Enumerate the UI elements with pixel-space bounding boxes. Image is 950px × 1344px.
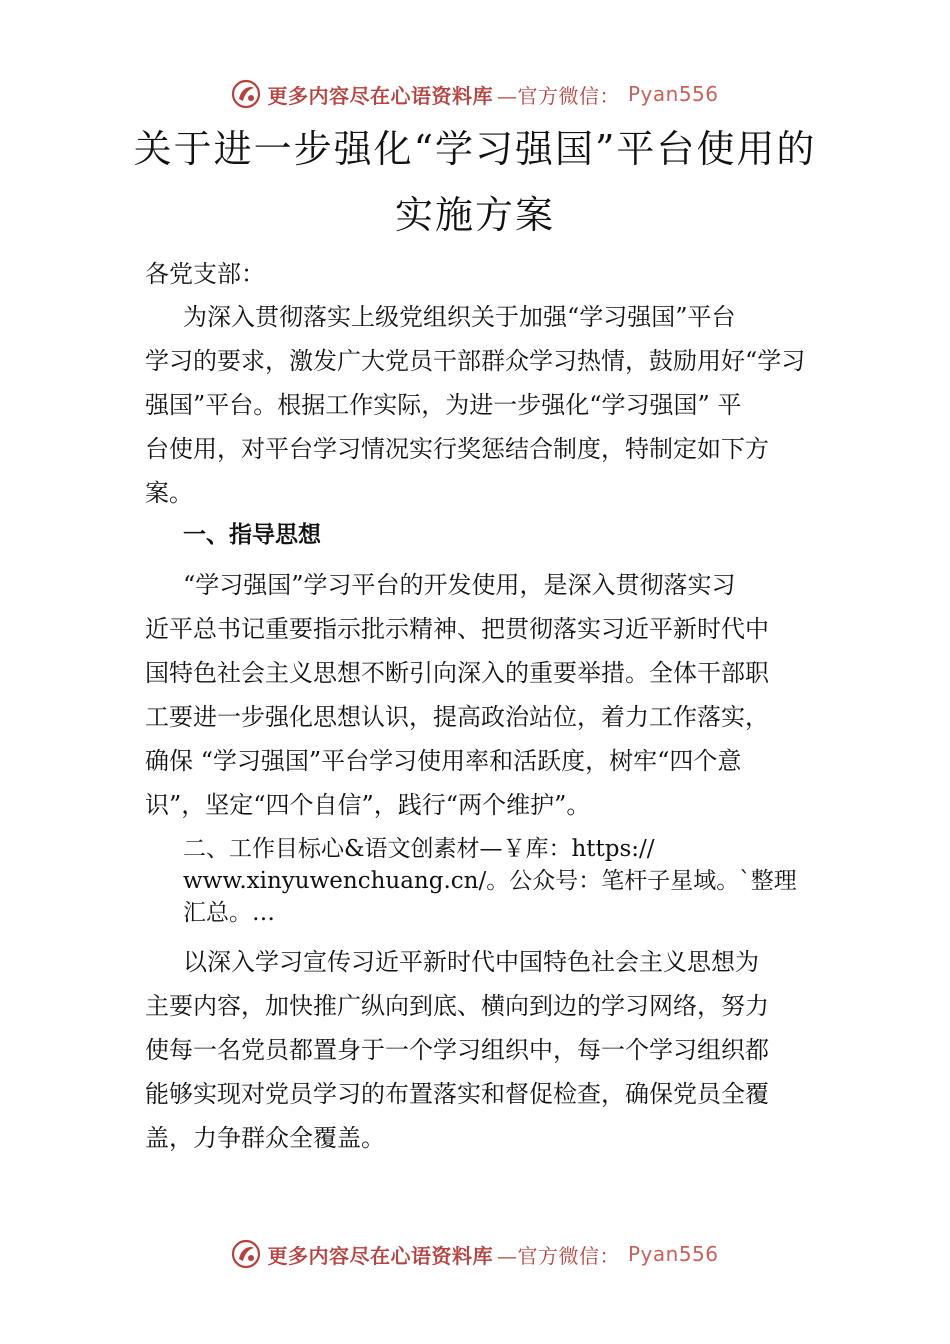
section2-line: 使每一名党员都置身于一个学习组织中，每一个学习组织都 xyxy=(145,1036,769,1064)
logo-icon xyxy=(231,79,261,109)
document-title-line-2: 实施方案 xyxy=(394,193,555,237)
section1-line: 工要进一步强化思想认识，提高政治站位，着力工作落实， xyxy=(145,703,769,731)
intro-line: 案。 xyxy=(145,479,193,507)
section1-line: 识”，坚定“四个自信”，践行“两个维护”。 xyxy=(145,791,591,819)
section2-line: 能够实现对党员学习的布置落实和督促检查，确保党员全覆 xyxy=(145,1080,769,1108)
intro-line: 台使用，对平台学习情况实行奖惩结合制度，特制定如下方 xyxy=(145,435,769,463)
watermark-text: 更多内容尽在心语资料库 xyxy=(267,1243,493,1268)
logo-icon xyxy=(231,1239,261,1269)
intro-line: 强国”平台。根据工作实际，为进一步强化“学习强国” 平 xyxy=(145,391,742,419)
intro-line: 为深入贯彻落实上级党组织关于加强“学习强国”平台 xyxy=(183,303,736,331)
salutation: 各党支部： xyxy=(145,260,265,288)
watermark-id: Pyan556 xyxy=(627,1242,719,1266)
section1-line: “学习强国”学习平台的开发使用，是深入贯彻落实习 xyxy=(183,571,736,599)
watermark-separator: —官方微信： xyxy=(496,1243,620,1268)
watermark-id: Pyan556 xyxy=(627,82,719,106)
section2-line: 主要内容，加快推广纵向到底、横向到边的学习网络，努力 xyxy=(145,992,769,1020)
watermark-footer xyxy=(0,1234,950,1274)
watermark-text: 更多内容尽在心语资料库 xyxy=(267,83,493,108)
document-title-line-1: 关于进一步强化“学习强国”平台使用的 xyxy=(133,127,817,171)
section1-line: 确保 “学习强国”平台学习使用率和活跃度，树牢“四个意 xyxy=(145,747,742,775)
section-heading-guiding-thought: 一、指导思想 xyxy=(183,522,321,548)
section2-line: 以深入学习宣传习近平新时代中国特色社会主义思想为 xyxy=(183,948,759,976)
intro-line: 学习的要求，激发广大党员干部群众学习热情，鼓励用好“学习 xyxy=(145,347,806,375)
section2-heading-line: www.xinyuwenchuang.cn/。公众号：笔杆子星域。`整理 xyxy=(183,868,797,894)
section1-line: 近平总书记重要指示批示精神、把贯彻落实习近平新时代中 xyxy=(145,615,769,643)
section1-line: 国特色社会主义思想不断引向深入的重要举措。全体干部职 xyxy=(145,659,769,687)
watermark-separator: —官方微信： xyxy=(496,83,620,108)
section2-heading-line: 汇总。… xyxy=(183,900,275,926)
section-heading-work-goal: 二、工作目标心&语文创素材—￥库：https:// xyxy=(183,836,655,862)
watermark-header xyxy=(0,74,950,114)
section2-line: 盖，力争群众全覆盖。 xyxy=(145,1124,385,1152)
